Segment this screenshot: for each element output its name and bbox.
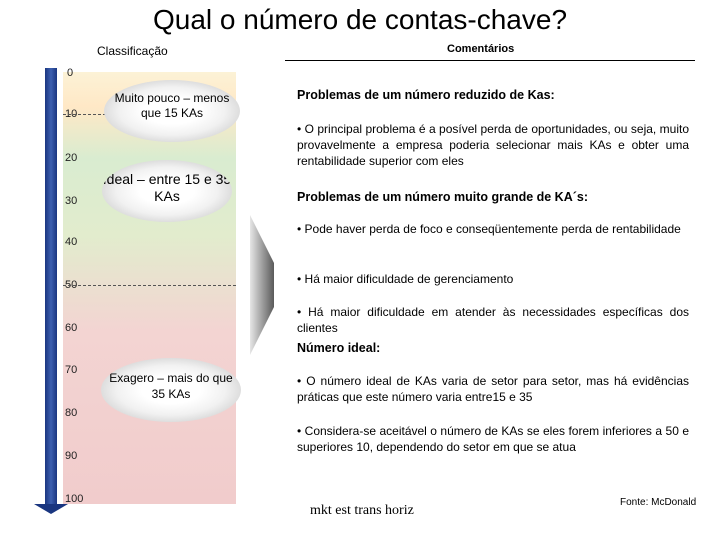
tick-label-30: 30 [65,195,78,207]
footer-note: mkt est trans horiz [310,503,414,518]
few-kas-point-1: • O principal problema é a posível perda de oportunidades, ou seja, muito provavelmente a empresa poderia selecionar mais KAs e obter uma rentabilidade superior com eles [297,122,689,168]
ideal-number-heading: Número ideal: [297,341,381,355]
range-high-label: Exagero – mais do que 35 KAs [109,371,233,401]
tick-label-80: 80 [65,407,78,419]
tick-label-70: 70 [65,364,78,376]
ideal-number-point-1: • O número ideal de KAs varia de setor para setor, mas há evidências práticas que este número varia entre15 e 35 [297,374,689,404]
tick-label-100: 100 [65,493,84,505]
few-kas-heading: Problemas de um número reduzido de Kas: [297,88,555,102]
axis-arrow-down-icon [34,504,68,514]
range-high-callout [101,358,241,422]
ideal-number-point-2: • Considera-se aceitável o número de KAs se eles forem inferiores a 50 e superiores 10, dependendo do setor em que se atua [297,424,689,454]
tick-label-10: 10 [65,108,78,120]
classification-header: Classificação [97,44,168,58]
many-kas-point-2: • Há maior dificuldade de gerenciamento [297,272,514,286]
many-kas-point-3: • Há maior dificuldade em atender às necessidades específicas dos clientes [297,305,689,335]
range-ideal-label: Ideal – entre 15 e 35 KAs [102,171,232,204]
many-kas-heading: Problemas de um número muito grande de KA´s: [297,190,589,204]
scale-axis-bar [45,68,57,504]
tick-label-60: 60 [65,322,78,334]
tick-label-90: 90 [65,450,78,462]
chevron-right-arrow-icon [250,215,276,355]
page-title: Qual o número de contas-chave? [152,4,568,35]
tick-label-20: 20 [65,152,78,164]
header-divider [285,60,695,61]
threshold-line-50 [63,285,236,286]
range-low-callout [104,80,240,142]
range-low-label: Muito pouco – menos que 15 KAs [114,91,230,120]
tick-label-0: 0 [67,67,74,79]
tick-label-50: 50 [65,279,78,291]
tick-label-40: 40 [65,236,78,248]
range-ideal-callout [102,160,232,222]
many-kas-point-1: • Pode haver perda de foco e conseqüentemente perda de rentabilidade [297,222,681,236]
source-credit: Fonte: McDonald [620,497,697,508]
comments-header: Comentários [447,43,515,55]
